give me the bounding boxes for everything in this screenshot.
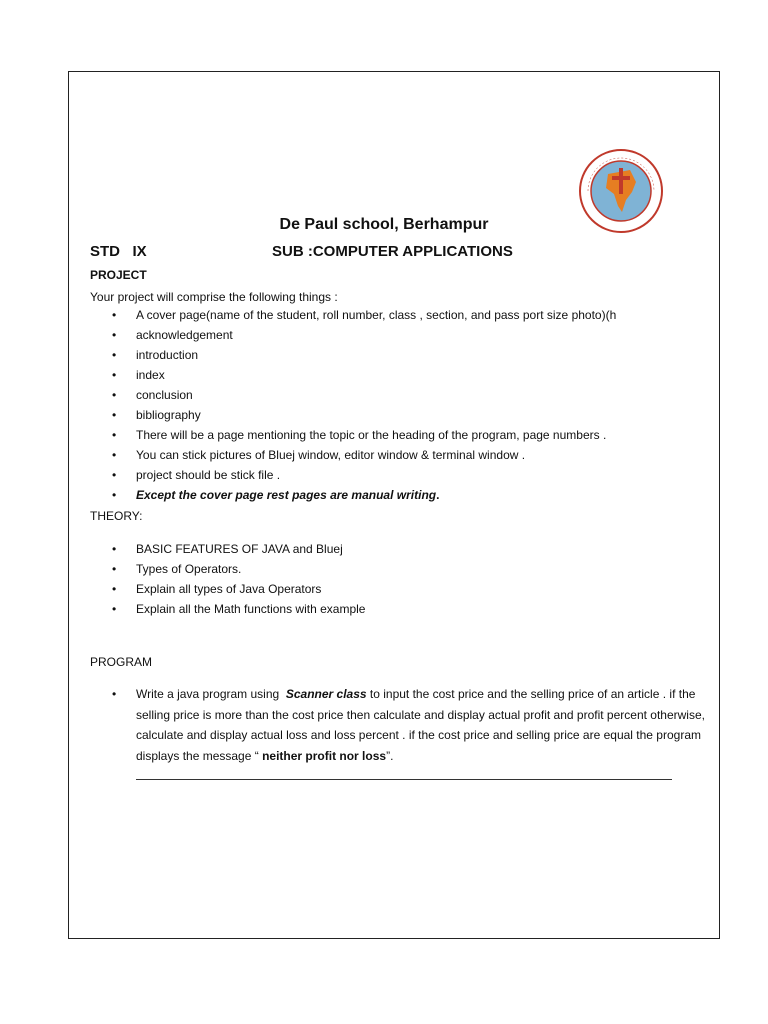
subject-label: SUB :COMPUTER APPLICATIONS: [272, 243, 513, 260]
school-title: De Paul school, Berhampur: [279, 216, 489, 233]
program-heading: PROGRAM: [90, 655, 153, 669]
list-item: • BASIC FEATURES OF JAVA and Bluej: [112, 542, 343, 556]
project-heading: PROJECT: [90, 268, 147, 282]
list-item: • There will be a page mentioning the topic or the heading of the program, page numbers .: [112, 428, 607, 442]
theory-list: [112, 539, 365, 619]
list-item: • conclusion: [112, 388, 193, 402]
program-item: • Write a java program using Scanner class to input the cost price and the selling price of an article . if the selling price is more than the cost price then calculate and display actual profit and profit percent otherwise, calculate and display actual loss and loss percent . if the cost price and selling price are equal the program displays the message “ neither profit nor loss”.: [112, 687, 705, 763]
theory-heading: THEORY:: [90, 509, 143, 523]
list-item: • Explain all types of Java Operators: [112, 582, 322, 596]
list-item: • index: [112, 368, 165, 382]
list-item: • bibliography: [112, 408, 201, 422]
message-text: neither profit nor loss: [262, 748, 387, 763]
list-item: • project should be stick file .: [112, 468, 281, 482]
list-item: • A cover page(name of the student, roll number, class , section, and pass port size photo)(h: [112, 308, 617, 322]
list-item: • introduction: [112, 348, 199, 362]
list-item: • You can stick pictures of Bluej window, editor window & terminal window .: [112, 448, 526, 462]
list-item: • acknowledgement: [112, 328, 233, 342]
list-item-emphasis: • Except the cover page rest pages are manual writing.: [112, 488, 440, 502]
list-item: • Types of Operators.: [112, 562, 242, 576]
list-item: • Explain all the Math functions with example: [112, 602, 366, 616]
underline-rule: [136, 779, 672, 780]
scanner-class-text: Scanner class: [285, 687, 367, 701]
project-list: [112, 305, 616, 505]
project-intro: Your project will comprise the following things :: [90, 290, 338, 304]
std-label: STD IX: [90, 243, 147, 260]
